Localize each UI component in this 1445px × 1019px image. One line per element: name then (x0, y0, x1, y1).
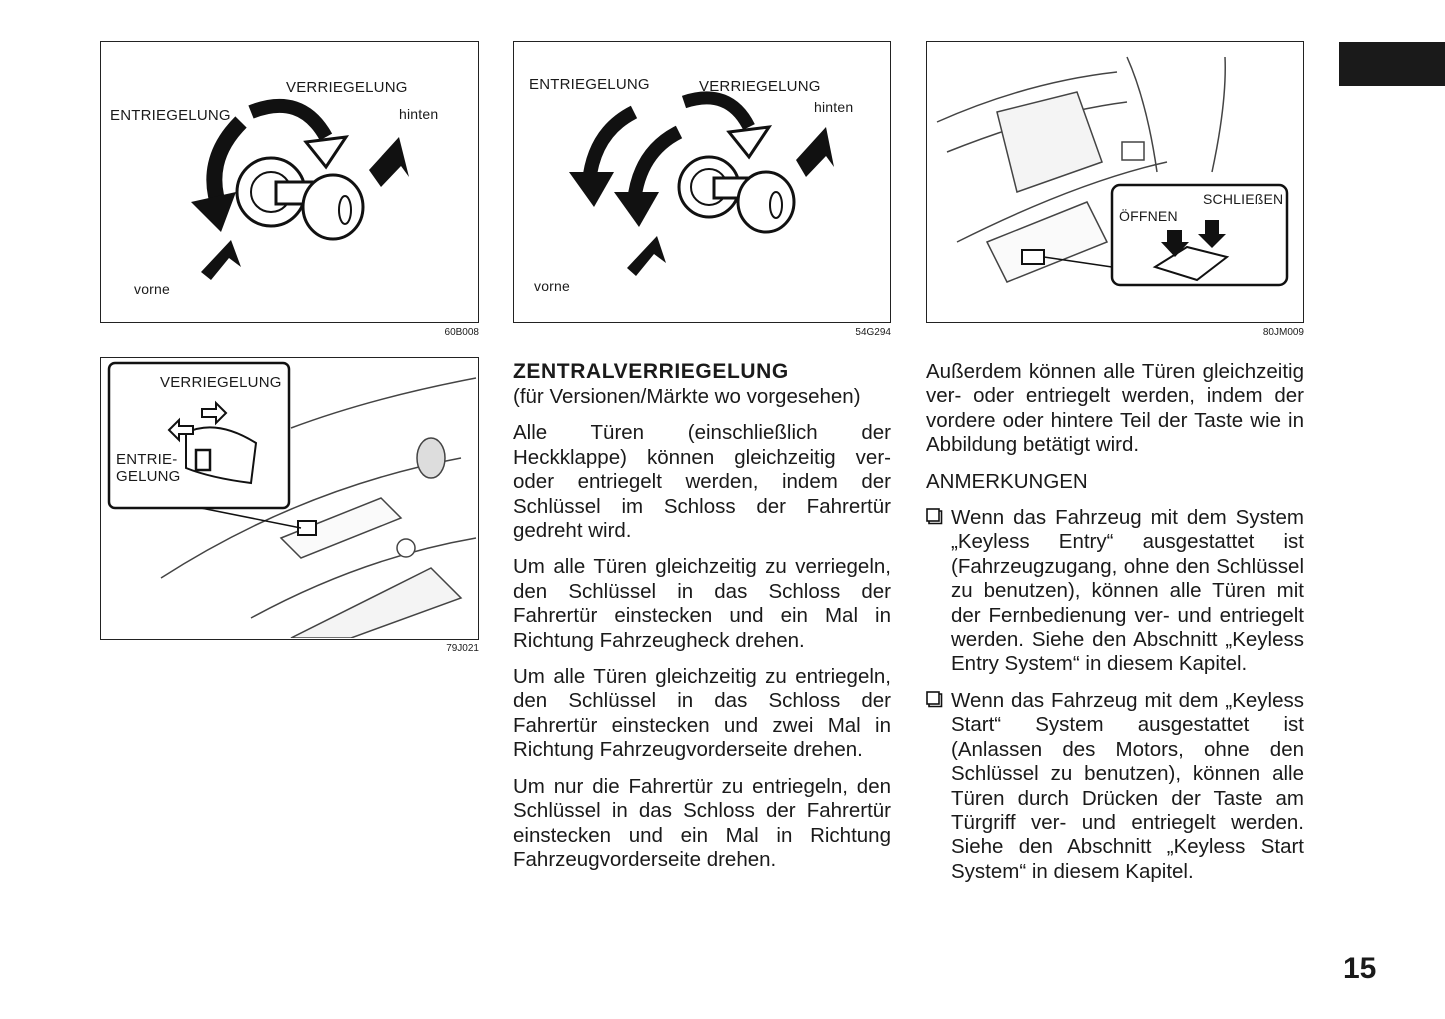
label-close: SCHLIEßEN (1203, 191, 1284, 207)
section-notes (926, 360, 1304, 896)
paragraph: Um alle Türen gleichzeitig zu verriegeln, den Schlüssel in das Schloss der Fahrertür einstecken und ein Mal in Richtung Fahrzeugheck drehen. (513, 555, 891, 652)
label-rear: hinten (814, 99, 854, 115)
section-title: ZENTRALVERRIEGELUNG (513, 360, 789, 383)
inner-door-lock-illustration (101, 358, 477, 638)
paragraph: Um nur die Fahrertür zu entriegeln, den Schlüssel in das Schloss der Fahrertür einstecken und ein Mal in Richtung Fahrzeugvorderseite drehen. (513, 774, 891, 871)
figure-code: 60B008 (444, 327, 479, 338)
note-text: Wenn das Fahrzeug mit dem System „Keyless Entry“ ausgestattet ist (Fahrzeugzugang, ohne den Schlüssel zu benutzen), können alle Türen mit der Fernbedienung ver- und entriegelt werden. Siehe den Abschnitt „Keyless Entry System“ in diesem Kapitel. (951, 506, 1304, 676)
intro-paragraph: Außerdem können alle Türen gleichzeitig ver- oder entriegelt werden, indem der vordere oder hintere Teil der Taste wie in Abbildung betätigt wird. (926, 360, 1304, 457)
label-front: vorne (534, 278, 571, 294)
checkbox-bullet-icon (926, 508, 943, 525)
figure-key-turn-2 (513, 41, 891, 323)
note-item (926, 689, 1304, 884)
figure-code: 80JM009 (1262, 327, 1304, 338)
label-open: ÖFFNEN (1119, 208, 1178, 224)
door-switch-illustration (927, 42, 1302, 321)
figure-switch-panel (926, 41, 1304, 323)
note-item (926, 506, 1304, 677)
figure-code: 79J021 (446, 643, 479, 654)
label-front: vorne (134, 281, 171, 297)
label-unlock-2: GELUNG (116, 468, 181, 485)
label-unlock: ENTRIEGELUNG (110, 107, 231, 124)
page-number: 15 (1343, 952, 1377, 985)
note-text: Wenn das Fahrzeug mit dem „Keyless Start“ System ausgestattet ist (Anlassen des Motors, ohne den Schlüssel zu benutzen), können alle Türen durch Drücken der Taste am Türgriff ver- und entriegelt werden. Siehe den Abschnitt „Keyless Start System“ in diesem Kapitel. (951, 688, 1304, 883)
label-rear: hinten (399, 106, 439, 122)
checkbox-bullet-icon (926, 691, 943, 708)
paragraph: Um alle Türen gleichzeitig zu entriegeln, den Schlüssel in das Schloss der Fahrertür einstecken und zwei Mal in Richtung Fahrzeugvorderseite drehen. (513, 665, 891, 762)
figure-code: 54G294 (855, 327, 891, 338)
label-unlock: ENTRIEGELUNG (529, 76, 650, 93)
section-central-locking (513, 359, 891, 884)
figure-inner-door-lock (100, 357, 479, 640)
label-unlock-1: ENTRIE- (116, 451, 178, 468)
label-lock: VERRIEGELUNG (286, 79, 408, 96)
figure-key-turn-1 (100, 41, 479, 323)
chapter-tab (1339, 42, 1445, 86)
notes-heading: ANMERKUNGEN (926, 469, 1088, 493)
label-lock: VERRIEGELUNG (160, 374, 282, 391)
section-subtitle: (für Versionen/Märkte wo vorgesehen) (513, 385, 861, 408)
paragraph: Alle Türen (einschließlich der Heckklappe) können gleichzeitig ver- oder entriegelt werden, indem der Schlüssel im Schloss der Fahrertür gedreht wird. (513, 421, 891, 543)
label-lock: VERRIEGELUNG (699, 78, 821, 95)
